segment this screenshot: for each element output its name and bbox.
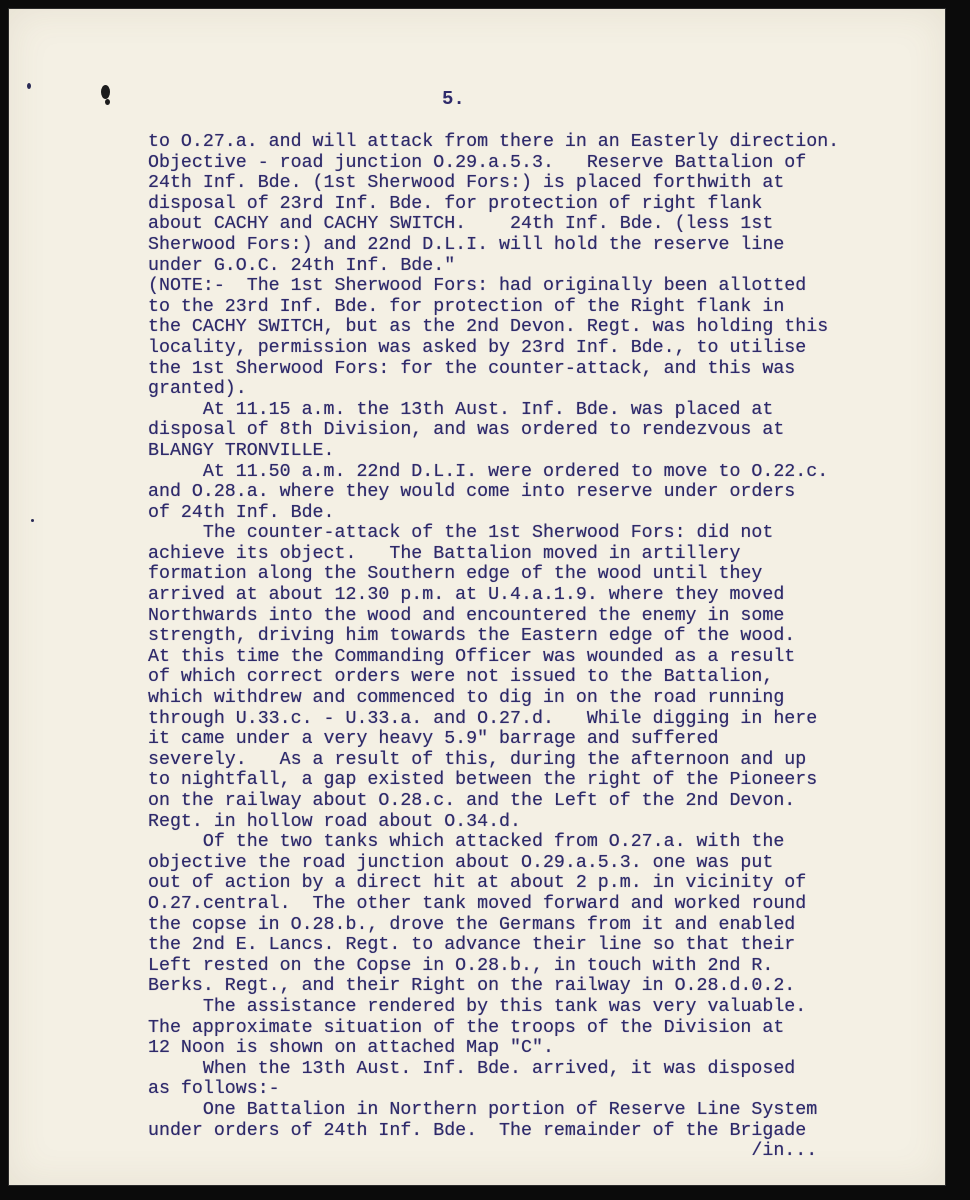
text-line: O.27.central. The other tank moved forward and worked round (148, 893, 807, 914)
text-line: as follows:- (148, 1079, 280, 1100)
ink-speck (31, 519, 34, 522)
text-line: the copse in O.28.b., drove the Germans from it and enabled (148, 914, 796, 935)
text-line: When the 13th Aust. Inf. Bde. arrived, it was disposed (148, 1058, 796, 1079)
punch-hole-mark (105, 99, 110, 105)
text-line: through U.33.c. - U.33.a. and O.27.d. While digging in here (148, 708, 818, 729)
text-line: the CACHY SWITCH, but as the 2nd Devon. Regt. was holding this (148, 317, 829, 338)
text-line: of which correct orders were not issued to the Battalion, (148, 667, 774, 688)
text-line: 24th Inf. Bde. (1st Sherwood Fors:) is placed forthwith at (148, 173, 785, 194)
text-line: Sherwood Fors:) and 22nd D.L.I. will hold the reserve line (148, 234, 785, 255)
ink-speck (27, 83, 31, 89)
text-line: BLANGY TRONVILLE. (148, 440, 335, 461)
text-line: Of the two tanks which attacked from O.27.a. with the (148, 832, 785, 853)
page-number: 5. (442, 88, 465, 110)
text-line: granted). (148, 379, 247, 400)
text-line: disposal of 23rd Inf. Bde. for protection of right flank (148, 193, 763, 214)
text-line: which withdrew and commenced to dig in on the road running (148, 688, 785, 709)
text-line: severely. As a result of this, during the afternoon and up (148, 749, 807, 770)
text-line: Regt. in hollow road about O.34.d. (148, 811, 521, 832)
text-line: the 1st Sherwood Fors: for the counter-attack, and this was (148, 358, 796, 379)
text-line: At this time the Commanding Officer was wounded as a result (148, 646, 796, 667)
text-line: objective the road junction about O.29.a.5.3. one was put (148, 852, 774, 873)
text-line: out of action by a direct hit at about 2 p.m. in vicinity of (148, 873, 807, 894)
text-line: At 11.15 a.m. the 13th Aust. Inf. Bde. was placed at (148, 399, 774, 420)
text-line: on the railway about O.28.c. and the Left of the 2nd Devon. (148, 791, 796, 811)
text-line: (NOTE:- The 1st Sherwood Fors: had originally been allotted (148, 276, 807, 297)
text-line: Northwards into the wood and encountered the enemy in some (148, 605, 785, 626)
text-line: of 24th Inf. Bde. (148, 502, 335, 523)
text-line: disposal of 8th Division, and was ordered to rendezvous at (148, 420, 785, 441)
text-line: under G.O.C. 24th Inf. Bde." (148, 255, 456, 276)
text-line: arrived at about 12.30 p.m. at U.4.a.1.9. where they moved (148, 585, 785, 606)
text-line: Objective - road junction O.29.a.5.3. Reserve Battalion of (148, 152, 807, 173)
text-line: locality, permission was asked by 23rd Inf. Bde., to utilise (148, 337, 807, 358)
text-line: to the 23rd Inf. Bde. for protection of the Right flank in (148, 296, 785, 317)
text-line: to nightfall, a gap existed between the right of the Pioneers (148, 770, 818, 791)
text-line: The assistance rendered by this tank was very valuable. (148, 996, 807, 1017)
text-line: it came under a very heavy 5.9" barrage and suffered (148, 729, 719, 750)
text-line: Berks. Regt., and their Right on the railway in O.28.d.0.2. (148, 976, 796, 997)
text-line: about CACHY and CACHY SWITCH. 24th Inf. Bde. (less 1st (148, 214, 774, 235)
text-line: 12 Noon is shown on attached Map "C". (148, 1038, 554, 1059)
text-line: The counter-attack of the 1st Sherwood Fors: did not (148, 523, 774, 544)
text-line: formation along the Southern edge of the wood until they (148, 564, 763, 585)
text-line: the 2nd E. Lancs. Regt. to advance their line so that their (148, 935, 796, 956)
text-line: to O.27.a. and will attack from there in an Easterly direction. (148, 132, 840, 152)
text-line: /in... (148, 1141, 818, 1162)
text-line: under orders of 24th Inf. Bde. The remainder of the Brigade (148, 1120, 807, 1141)
text-line: Left rested on the Copse in O.28.b., in touch with 2nd R. (148, 955, 774, 976)
text-line: One Battalion in Northern portion of Reserve Line System (148, 1099, 818, 1120)
text-line: The approximate situation of the troops of the Division at (148, 1017, 785, 1038)
text-line: and O.28.a. where they would come into reserve under orders (148, 482, 796, 503)
text-line: At 11.50 a.m. 22nd D.L.I. were ordered to move to O.22.c. (148, 461, 829, 482)
punch-hole-mark (101, 85, 110, 99)
typed-body-text (148, 132, 938, 1162)
text-line: strength, driving him towards the Eastern edge of the wood. (148, 626, 796, 647)
text-line: achieve its object. The Battalion moved in artillery (148, 543, 741, 564)
